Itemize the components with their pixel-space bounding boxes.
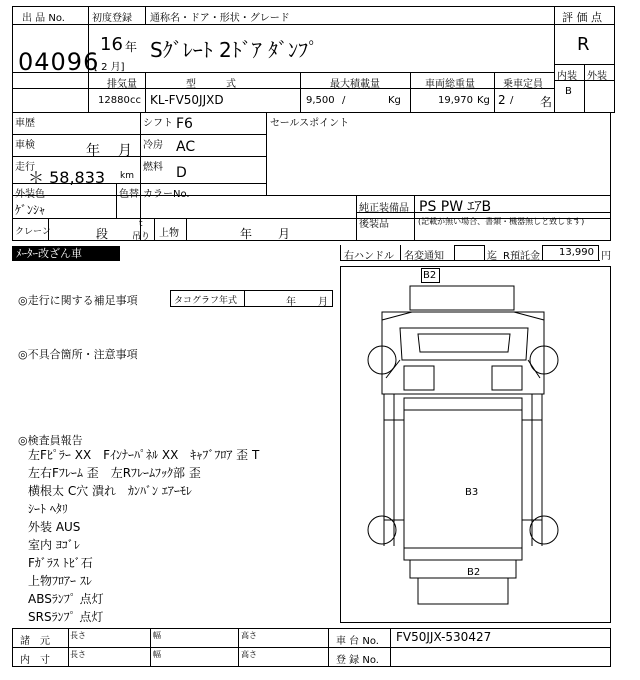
equipment-value: PS PW ｴｱB: [419, 199, 492, 215]
inspection-month-unit: 月: [118, 143, 132, 159]
year-unit: 年: [125, 40, 138, 54]
lot-number-label: 出 品 No.: [22, 13, 65, 24]
upper-month-unit: 月: [278, 227, 291, 241]
inspector-line: 外装 AUS: [28, 520, 81, 534]
dims-height-label: 高さ: [241, 650, 257, 659]
inspector-line: ｼｰﾄ ﾍﾀﾘ: [28, 502, 68, 516]
displacement-value: 12880: [98, 95, 130, 106]
inspection-year-unit: 年: [86, 143, 100, 159]
rating-label: 評 価 点: [562, 11, 602, 24]
diagram-body-label: B3: [465, 487, 479, 498]
r-deposit-label: R預託金: [503, 251, 540, 262]
specs-width-label: 幅: [153, 631, 161, 640]
specs-length-label: 長さ: [70, 631, 86, 640]
shift-label: シフト: [143, 118, 173, 129]
r-deposit-prefix: 迄: [487, 251, 497, 262]
specs-height-label: 高さ: [241, 631, 257, 640]
inspector-line: 室内 ﾖｺﾞﾚ: [28, 538, 80, 552]
inspector-line: SRSﾗﾝﾌﾟ 点灯: [28, 610, 104, 624]
model-type-label: 型 式: [186, 79, 236, 90]
interior-grade: B: [565, 86, 572, 97]
equipment-label: 純正装備品: [359, 203, 409, 214]
interior-dims-label: 内 寸: [20, 655, 50, 666]
max-load-value: 9,500: [306, 95, 335, 106]
max-load-unit: Kg: [388, 95, 401, 106]
tachograph-label: タコグラフ年式: [174, 296, 238, 306]
model-description: Sｸﾞﾚｰﾄ 2ﾄﾞｱ ﾀﾞﾝﾌﾟ: [150, 38, 319, 62]
inspector-line: 上物ﾌﾛｱｰ ｽﾚ: [28, 574, 92, 588]
displacement-label: 排気量: [107, 79, 137, 90]
displacement-unit: cc: [130, 95, 141, 106]
mileage-value: ＊ 58,833: [28, 168, 106, 187]
specs-label: 諸 元: [20, 636, 50, 647]
tachograph-year-unit: 年: [286, 297, 296, 308]
mileage-unit: km: [120, 171, 134, 181]
tachograph-month-unit: 月: [318, 297, 328, 308]
driving-notes-label: ◎走行に関する補足事項: [18, 294, 138, 307]
capacity-label: 乗車定員: [503, 79, 543, 90]
mileage-label: 走行: [15, 162, 35, 173]
max-load-slash: /: [342, 95, 346, 106]
name-change-notice-label: 名変通知: [404, 251, 444, 262]
inspector-line: 横根太 C穴 潰れ ｶﾝﾊﾞﾝ ｴｱｰﾓﾚ: [28, 484, 192, 498]
color-number-label: カラーNo.: [143, 189, 190, 200]
gross-weight-unit: Kg: [477, 95, 490, 106]
truck-diagram: [368, 269, 558, 605]
crane-label: クレーン: [15, 227, 51, 237]
first-registration-label: 初度登録: [92, 13, 132, 24]
dims-width-label: 幅: [153, 650, 161, 659]
model-description-label: 通称名・ドア・形状・グレード: [150, 13, 290, 24]
aircon-value: AC: [176, 139, 196, 155]
color-change-label: 色替: [119, 189, 139, 200]
gross-weight-value: 19,970: [438, 95, 473, 106]
gross-weight-label: 車両総重量: [425, 79, 475, 90]
inspector-line: 左右Fﾌﾚｰﾑ 歪 左Rﾌﾚｰﾑﾌｯｸ部 歪: [28, 466, 201, 480]
interior-grade-label: 内装: [557, 71, 577, 82]
meter-tampered-badge: ﾒｰﾀｰ改ざん車: [12, 246, 120, 261]
capacity-unit: 名: [540, 95, 553, 109]
diagram-front-label: B2: [423, 270, 437, 281]
fuel-label: 燃料: [143, 162, 163, 173]
history-label: 車歴: [15, 118, 35, 129]
registration-number-label: 登 録 No.: [336, 655, 379, 666]
crane-stage-unit: 段: [96, 227, 109, 241]
color-label: 外装色: [15, 189, 45, 200]
model-type-value: KL-FV50JJXD: [150, 93, 224, 107]
color-value: ｹﾞﾝｼｬ: [15, 203, 46, 217]
first-registration-year: 16: [100, 34, 123, 55]
capacity-slash: /: [510, 95, 514, 106]
defects-label: ◎不具合箇所・注意事項: [18, 348, 138, 361]
selling-points-label: セールスポイント: [270, 118, 350, 129]
capacity-value: 2: [498, 93, 506, 107]
inspection-label: 車検: [15, 140, 35, 151]
inspector-line: ABSﾗﾝﾌﾟ 点灯: [28, 592, 104, 606]
fuel-value: D: [176, 165, 187, 181]
shift-value: F6: [176, 116, 193, 132]
upper-year-unit: 年: [240, 227, 253, 241]
max-load-label: 最大積載量: [330, 79, 380, 90]
exterior-grade-label: 外装: [587, 71, 607, 82]
dims-length-label: 長さ: [70, 650, 86, 659]
yen-unit: 円: [601, 251, 611, 262]
inspector-line: 左Fﾋﾟﾗｰ XX Fｲﾝﾅｰﾊﾟﾈﾙ XX ｷｬﾌﾞﾌﾛｱ 歪 T: [28, 448, 260, 462]
upper-body-label: 上物: [159, 228, 179, 239]
rating-value: R: [577, 34, 590, 55]
crane-hook-label: 吊り: [132, 232, 151, 242]
inspector-line: Fｶﾞﾗｽ ﾄﾋﾞ石: [28, 556, 93, 570]
aircon-label: 冷房: [143, 140, 163, 151]
lot-number: 04096: [18, 48, 100, 76]
chassis-number-label: 車 台 No.: [336, 636, 379, 647]
diagram-rear-label: B2: [467, 567, 481, 578]
first-registration-month: [ 2 月]: [94, 62, 125, 73]
aftermarket-label: 後装品: [359, 219, 389, 230]
r-deposit-value: 13,990: [559, 247, 594, 258]
inspector-report-label: ◎検査員報告: [18, 434, 83, 447]
aftermarket-note: (記載が無い場合、書類・機器無しと致します): [418, 217, 585, 226]
chassis-number-value: FV50JJX-530427: [396, 630, 492, 644]
crane-ton-unit: t: [139, 219, 143, 229]
right-hand-drive-label: 右ハンドル: [344, 251, 394, 262]
